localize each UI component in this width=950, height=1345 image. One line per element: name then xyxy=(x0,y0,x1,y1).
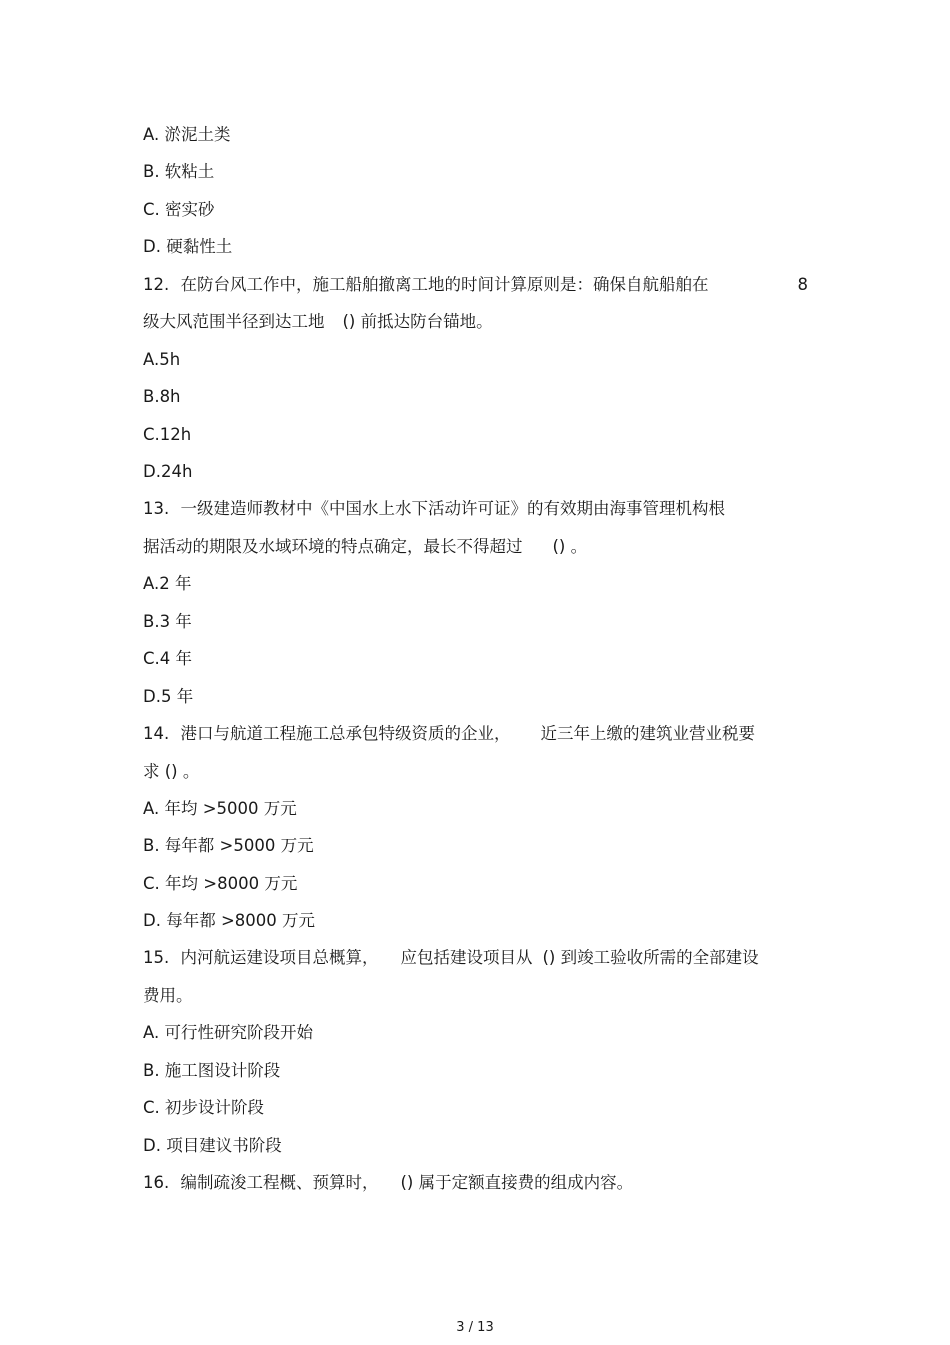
q13-option-a: A.2 年 xyxy=(143,574,192,593)
q12-stem-tail: 8 xyxy=(797,275,808,294)
q14-option-b: B. 每年都 >5000 万元 xyxy=(143,836,314,855)
q15-stem-line1-b: 应包括建设项目从 xyxy=(400,948,533,967)
q12-option-c: C.12h xyxy=(143,425,192,444)
q14-option-d: D. 每年都 >8000 万元 xyxy=(143,911,316,930)
q13-stem-line2 xyxy=(143,536,808,558)
q14-stem-line2: 求 () 。 xyxy=(143,762,200,781)
q15-stem-line1-a: 内河航运建设项目总概算， xyxy=(180,948,379,967)
q15-option-a: A. 可行性研究阶段开始 xyxy=(143,1023,313,1042)
page-indicator: 3 / 13 xyxy=(456,1320,494,1335)
q14-number: 14. xyxy=(143,724,170,743)
q13-stem-line2-b: () 。 xyxy=(552,537,588,556)
q15-stem-line1-c: () 到竣工验收所需的全部建设 xyxy=(542,948,759,967)
q12-option-b: B.8h xyxy=(143,387,181,406)
q11-option-b: B. 软粘土 xyxy=(143,162,215,181)
q12-stem-text: 在防台风工作中，施工船舶撤离工地的时间计算原则是：确保自航船舶在 xyxy=(180,275,709,294)
q11-option-c: C. 密实砂 xyxy=(143,200,215,219)
q15-option-d: D. 项目建议书阶段 xyxy=(143,1136,282,1155)
q14-stem-line1-b: 近三年上缴的建筑业营业税要 xyxy=(540,724,755,743)
q16-number: 16. xyxy=(143,1173,170,1192)
q15-option-b: B. 施工图设计阶段 xyxy=(143,1061,281,1080)
q12-stem-line2-b: () 前抵达防台锚地。 xyxy=(342,312,493,331)
q14-stem-line1 xyxy=(143,723,808,745)
q11-option-a: A. 淤泥土类 xyxy=(143,125,231,144)
q14-option-c: C. 年均 >8000 万元 xyxy=(143,874,298,893)
q12-number: 12. xyxy=(143,275,170,294)
q13-option-d: D.5 年 xyxy=(143,687,194,706)
q16-stem-line1 xyxy=(143,1172,808,1194)
q14-option-a: A. 年均 >5000 万元 xyxy=(143,799,297,818)
q11-option-d: D. 硬黏性土 xyxy=(143,237,233,256)
q12-stem-line2 xyxy=(143,311,808,333)
q13-stem-line2-a: 据活动的期限及水域环境的特点确定，最长不得超过 xyxy=(143,537,523,556)
q15-option-c: C. 初步设计阶段 xyxy=(143,1098,265,1117)
q15-stem-line1 xyxy=(143,947,808,969)
q12-stem-line1 xyxy=(143,274,808,296)
q15-number: 15. xyxy=(143,948,170,967)
q12-option-a: A.5h xyxy=(143,350,181,369)
q12-stem-line2-a: 级大风范围半径到达工地 xyxy=(143,312,325,331)
q15-stem-line2: 费用。 xyxy=(143,986,193,1005)
q14-stem-line1-a: 港口与航道工程施工总承包特级资质的企业， xyxy=(180,724,511,743)
q13-option-b: B.3 年 xyxy=(143,612,192,631)
q13-stem-line1 xyxy=(143,498,808,520)
q13-stem-text: 一级建造师教材中《中国水上水下活动许可证》的有效期由海事管理机构根 xyxy=(180,499,725,518)
q12-option-d: D.24h xyxy=(143,462,193,481)
q16-stem-line1-b: () 属于定额直接费的组成内容。 xyxy=(400,1173,634,1192)
q13-option-c: C.4 年 xyxy=(143,649,193,668)
q16-stem-line1-a: 编制疏浚工程概、预算时， xyxy=(180,1173,379,1192)
q13-number: 13. xyxy=(143,499,170,518)
